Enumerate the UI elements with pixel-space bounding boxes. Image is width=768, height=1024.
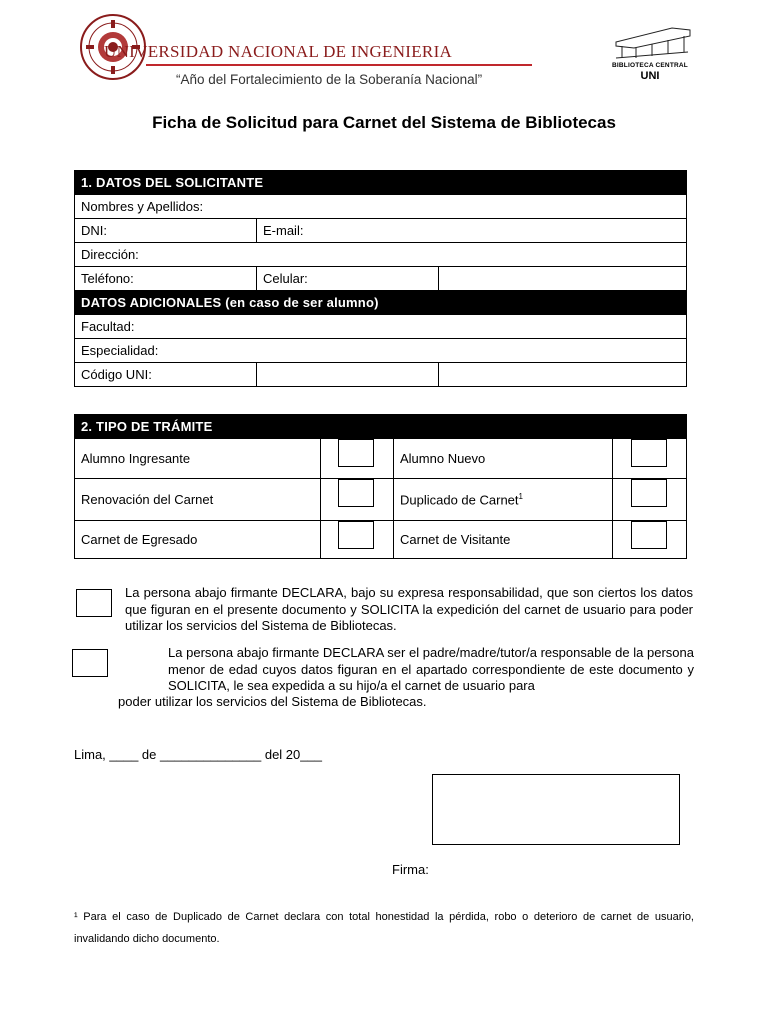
declaration2-text-end: poder utilizar los servicios del Sistema de Bibliotecas. — [118, 694, 427, 709]
option-label-renovacion: Renovación del Carnet — [75, 479, 321, 521]
declaration1-text: La persona abajo firmante DECLARA, bajo su expresa responsabilidad, que son ciertos los datos que figuran en el presente documento y SOLICITA la expedición del carnet de usuario para poder utilizar los servicios del Sistema de Bibliotecas. — [125, 585, 693, 633]
declaration2-checkbox[interactable] — [72, 649, 108, 677]
option-label-duplicado — [394, 479, 613, 521]
option-label-alumno-ingresante: Alumno Ingresante — [75, 439, 321, 479]
checkbox-egresado[interactable] — [338, 521, 374, 549]
names-field[interactable]: Nombres y Apellidos: — [75, 195, 687, 219]
header-divider — [146, 64, 532, 66]
option-label-alumno-nuevo: Alumno Nuevo — [394, 439, 613, 479]
code-extra-field-1[interactable] — [257, 363, 439, 387]
footnote-marker: 1 — [518, 491, 523, 501]
additional-data-heading: DATOS ADICIONALES (en caso de ser alumno) — [75, 291, 687, 315]
checkbox-visitante[interactable] — [631, 521, 667, 549]
declaration2-text: La persona abajo firmante DECLARA ser el padre/madre/tutor/a responsable de la persona menor de edad cuyos datos figuran en el apartado correspondiente de este documento y SOLICITA, le sea expedida a su hijo/a el carnet de usuario para — [168, 645, 694, 693]
declaration1-checkbox[interactable] — [76, 589, 112, 617]
option-label-visitante: Carnet de Visitante — [394, 521, 613, 559]
option-label-duplicado-text: Duplicado de Carnet — [400, 492, 519, 508]
phone-field[interactable]: Teléfono: — [75, 267, 257, 291]
checkbox-duplicado[interactable] — [631, 479, 667, 507]
slogan: “Año del Fortalecimiento de la Soberanía Nacional” — [176, 72, 483, 87]
signature-box[interactable] — [432, 774, 680, 845]
phone-extra-field[interactable] — [439, 267, 687, 291]
specialty-field[interactable]: Especialidad: — [75, 339, 687, 363]
applicant-data-table — [74, 170, 687, 387]
address-field[interactable]: Dirección: — [75, 243, 687, 267]
dni-field[interactable]: DNI: — [75, 219, 257, 243]
signature-label: Firma: — [392, 862, 429, 877]
form-title: Ficha de Solicitud para Carnet del Sistema de Bibliotecas — [152, 113, 616, 132]
footnote-text: ¹ Para el caso de Duplicado de Carnet declara con total honestidad la pérdida, robo o deterioro de carnet de usuario, invalidando dicho documento. — [74, 911, 694, 945]
checkbox-alumno-nuevo[interactable] — [631, 439, 667, 467]
faculty-field[interactable]: Facultad: — [75, 315, 687, 339]
mobile-field[interactable]: Celular: — [257, 267, 439, 291]
library-building-logo — [612, 22, 692, 60]
section2-heading: 2. TIPO DE TRÁMITE — [75, 415, 687, 439]
procedure-type-table — [74, 414, 687, 559]
email-field[interactable]: E-mail: — [257, 219, 687, 243]
code-extra-field-2[interactable] — [439, 363, 687, 387]
code-field[interactable]: Código UNI: — [75, 363, 257, 387]
library-logo-label: BIBLIOTECA CENTRAL — [612, 62, 688, 69]
option-label-egresado: Carnet de Egresado — [75, 521, 321, 559]
date-line[interactable]: Lima, ____ de ______________ del 20___ — [74, 747, 322, 762]
checkbox-alumno-ingresante[interactable] — [338, 439, 374, 467]
library-logo-sub: UNI — [640, 70, 660, 82]
university-name: UNIVERSIDAD NACIONAL DE INGENIERIA — [104, 42, 453, 61]
section1-heading: 1. DATOS DEL SOLICITANTE — [75, 171, 687, 195]
checkbox-renovacion[interactable] — [338, 479, 374, 507]
